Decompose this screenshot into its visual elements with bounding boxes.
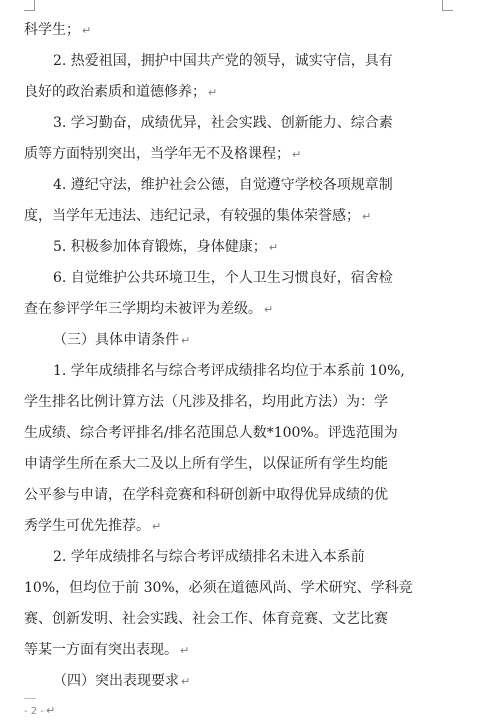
text-line	[24, 449, 452, 480]
paragraph-mark: ↵	[208, 86, 218, 99]
text-line	[24, 325, 452, 356]
text-line-content: 赛、创新发明、社会实践、社会工作、体育竞赛、文艺比赛	[24, 611, 388, 627]
text-line-content: 科学生；	[24, 22, 80, 38]
text-line	[24, 232, 452, 263]
text-line	[24, 542, 452, 573]
text-line	[24, 294, 452, 325]
text-line	[24, 15, 452, 46]
text-line-content: 3. 学习勤奋，成绩优异，社会实践、创新能力、综合素	[53, 115, 393, 131]
document-body[interactable]	[24, 15, 452, 697]
text-line	[24, 356, 452, 387]
text-line-content: 学生排名比例计算方法（凡涉及排名，均用此方法）为：学	[24, 394, 388, 410]
paragraph-mark: ↵	[180, 644, 190, 657]
text-line	[24, 387, 452, 418]
text-line-content: （四）突出表现要求	[53, 673, 179, 689]
text-line	[24, 201, 452, 232]
text-line	[24, 573, 452, 604]
text-line-content: 等某一方面有突出表现。	[24, 642, 178, 658]
paragraph-mark: ↵	[181, 334, 191, 347]
text-line	[24, 418, 452, 449]
text-line	[24, 139, 452, 170]
text-line-content: 4. 遵纪守法，维护社会公德，自觉遵守学校各项规章制	[53, 177, 393, 193]
text-line-content: 查在参评学年三学期均未被评为差级。	[24, 301, 262, 317]
text-line	[24, 511, 452, 542]
text-line	[24, 480, 452, 511]
text-line	[24, 108, 452, 139]
page-number	[24, 704, 55, 717]
paragraph-mark: ↵	[362, 210, 372, 223]
text-line-content: 2. 热爱祖国，拥护中国共产党的领导，诚实守信，具有	[53, 53, 393, 69]
text-line	[24, 170, 452, 201]
paragraph-mark: ↵	[292, 148, 302, 161]
paragraph-mark: ↵	[82, 24, 92, 37]
text-line-content: 申请学生所在系大二及以上所有学生，以保证所有学生均能	[24, 456, 388, 472]
text-line	[24, 635, 452, 666]
text-line-content: 10%，但均位于前 30%，必须在道德风尚、学术研究、学科竞	[24, 580, 413, 596]
text-line-content: 质等方面特别突出，当学年无不及格课程；	[24, 146, 290, 162]
page-corner-mark-right	[442, 0, 453, 11]
text-line	[24, 666, 452, 697]
page-corner-mark-left	[24, 0, 35, 11]
footer-rule	[24, 698, 36, 699]
text-line	[24, 263, 452, 294]
text-line-content: 度，当学年无违法、违纪记录，有较强的集体荣誉感；	[24, 208, 360, 224]
text-line-content: 公平参与申请，在学科竞赛和科研创新中取得优异成绩的优	[24, 487, 388, 503]
text-line-content: （三）具体申请条件	[53, 332, 179, 348]
text-line-content: 1. 学年成绩排名与综合考评成绩排名均位于本系前 10%,	[53, 363, 405, 379]
text-line-content: 2. 学年成绩排名与综合考评成绩排名未进入本系前	[53, 549, 365, 565]
text-line-content: 秀学生可优先推荐。	[24, 518, 150, 534]
paragraph-mark: ↵	[181, 675, 191, 688]
paragraph-mark: ↵	[268, 241, 279, 254]
paragraph-mark: ↵	[152, 520, 162, 533]
text-line	[24, 46, 452, 77]
text-line-content: 5. 积极参加体育锻炼，身体健康；	[53, 239, 267, 255]
page-number-text: - 2 -	[24, 706, 44, 717]
paragraph-mark: ↵	[264, 303, 274, 316]
text-line-content: 生成绩、综合考评排名/排名范围总人数*100%。评选范围为	[24, 425, 398, 441]
text-line-content: 6. 自觉维护公共环境卫生，个人卫生习惯良好，宿舍检	[53, 270, 393, 286]
text-line	[24, 604, 452, 635]
footer-paragraph-mark: ↵	[45, 704, 56, 717]
text-line	[24, 77, 452, 108]
text-line-content: 良好的政治素质和道德修养；	[24, 84, 206, 100]
